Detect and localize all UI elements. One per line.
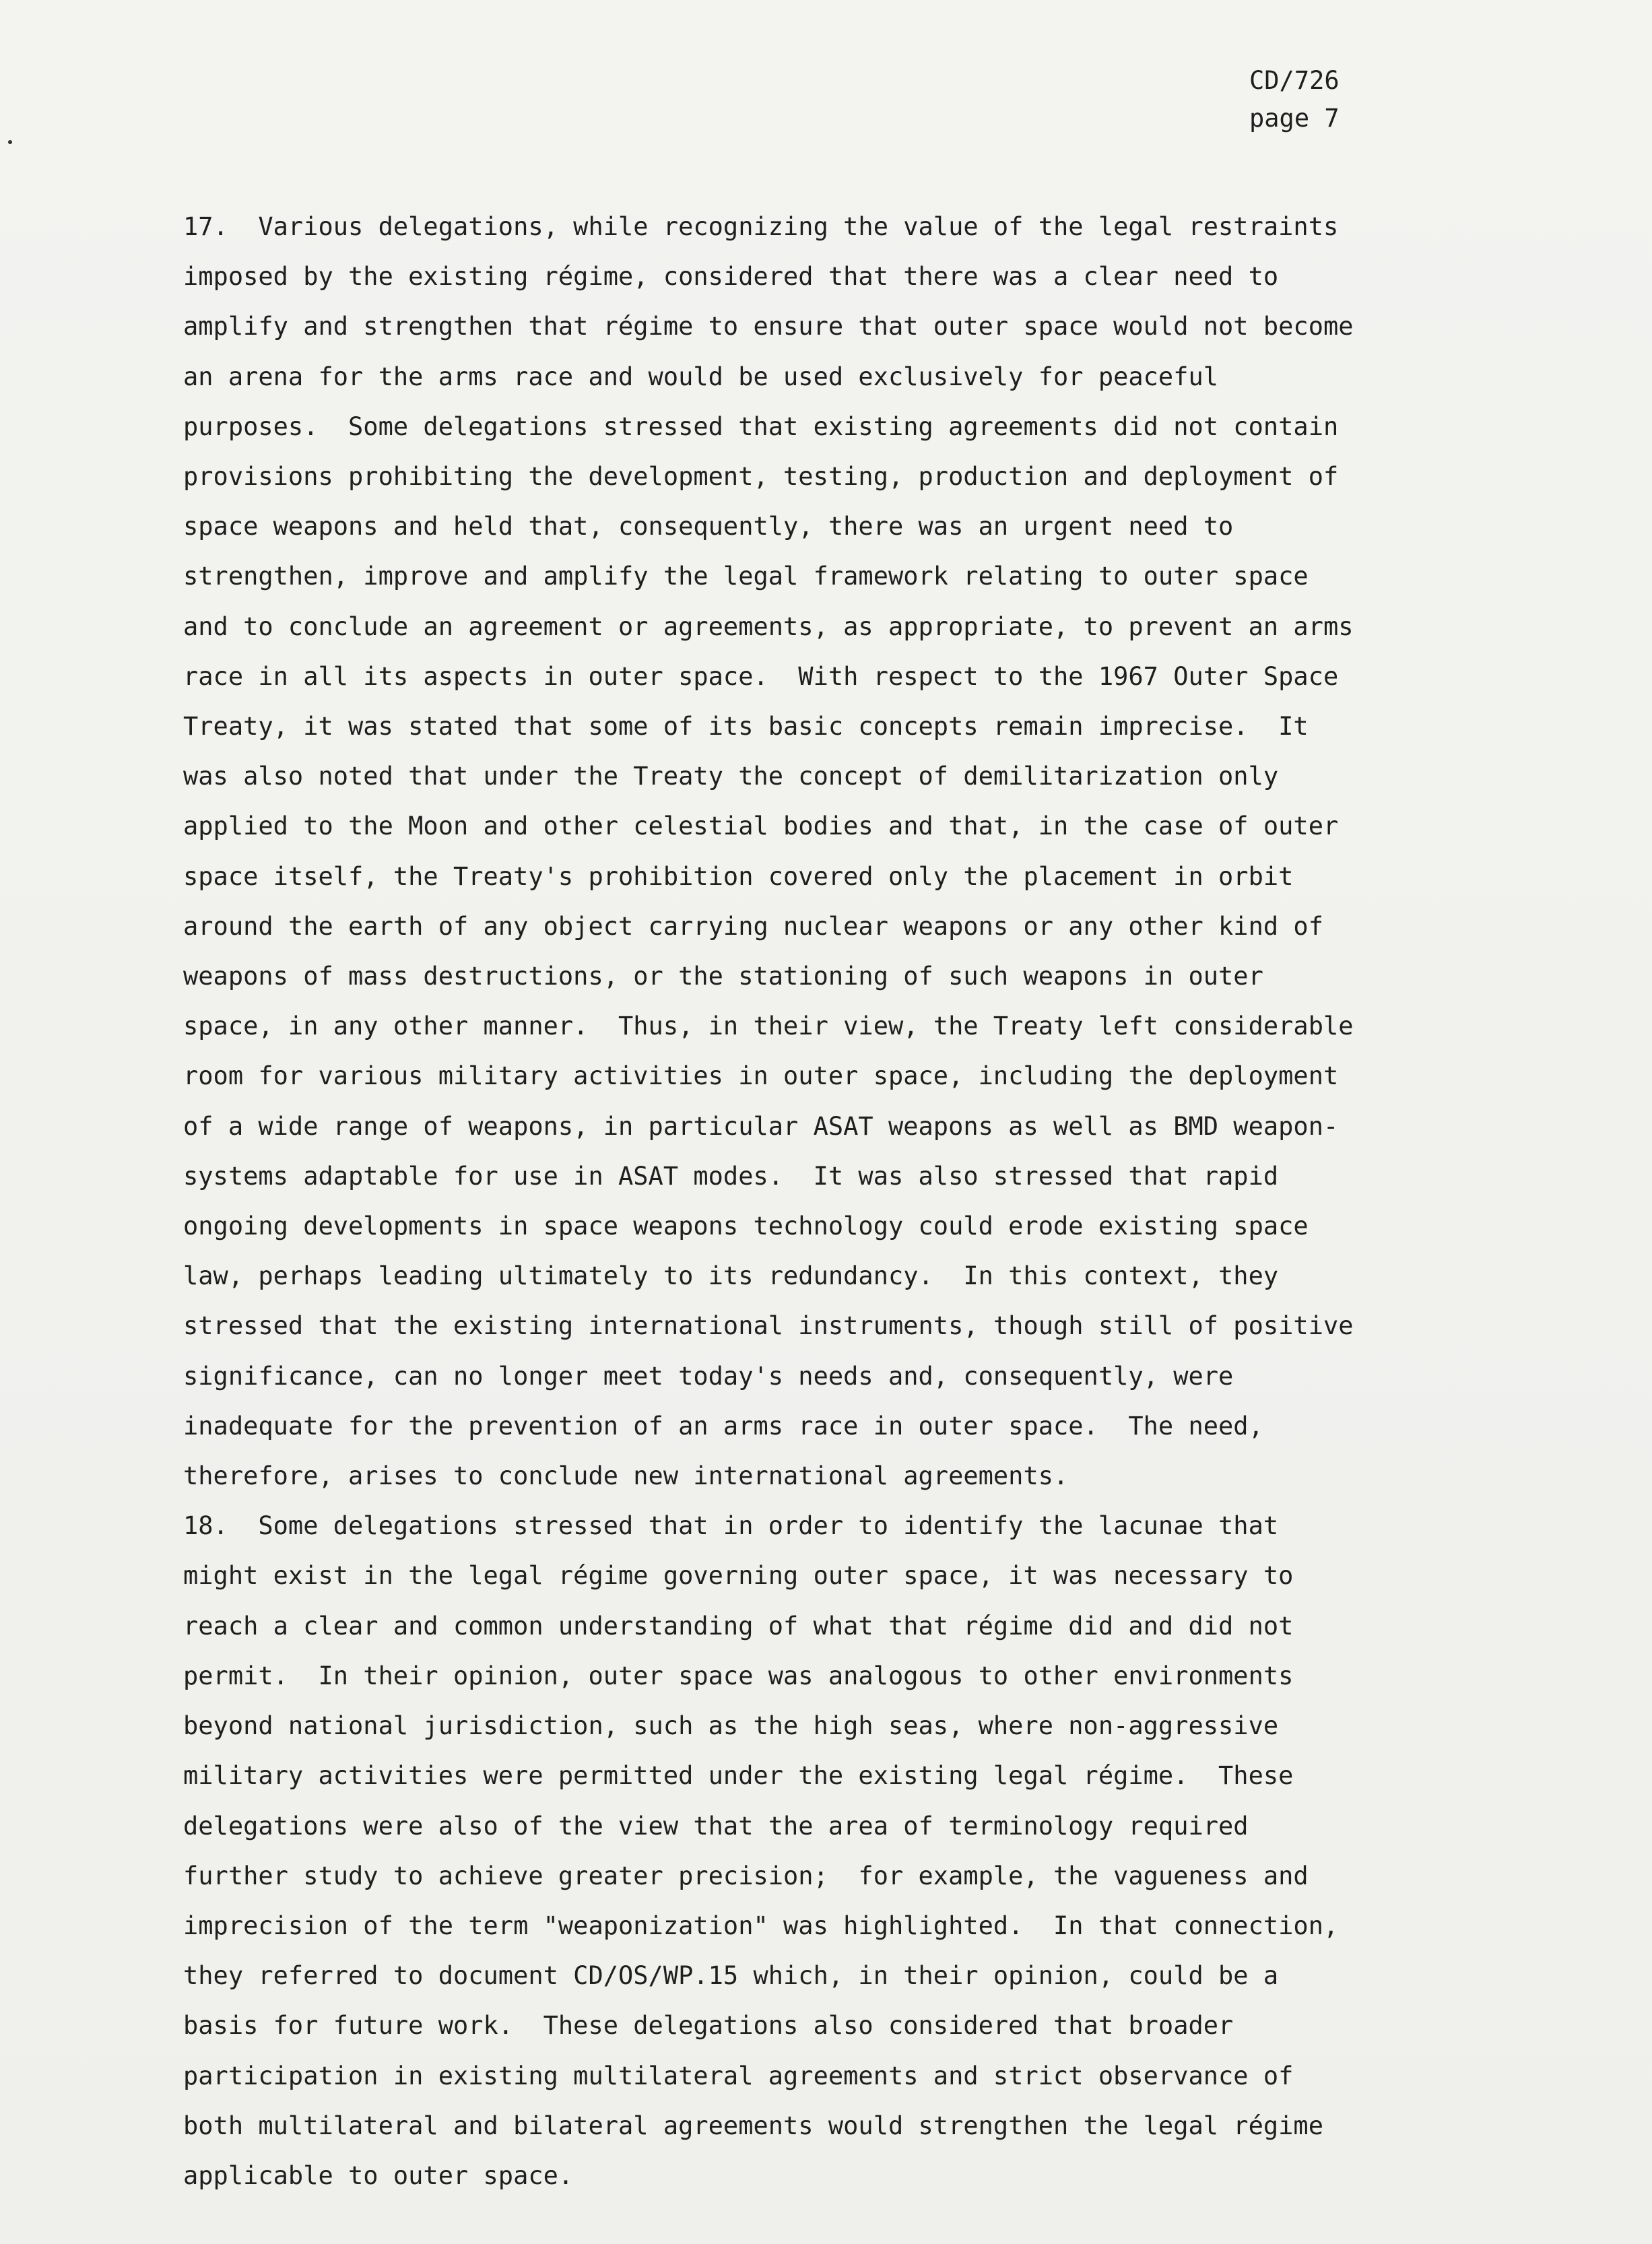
text-line: around the earth of any object carrying nuclear weapons or any other kind of — [183, 911, 1323, 941]
text-line: space weapons and held that, consequently, there was an urgent need to — [183, 512, 1234, 541]
text-line: amplify and strengthen that régime to ensure that outer space would not become — [183, 312, 1354, 341]
text-line: 18. Some delegations stressed that in order to identify the lacunae that — [183, 1511, 1279, 1541]
text-line: and to conclude an agreement or agreements, as appropriate, to prevent an arms — [183, 612, 1354, 641]
text-line: beyond national jurisdiction, such as the high seas, where non-aggressive — [183, 1711, 1279, 1741]
document-symbol: CD/726 — [1249, 66, 1340, 95]
text-line: was also noted that under the Treaty the concept of demilitarization only — [183, 762, 1279, 791]
page-number: page 7 — [1249, 104, 1340, 133]
text-line: ongoing developments in space weapons technology could erode existing space — [183, 1212, 1309, 1241]
text-line: might exist in the legal régime governing outer space, it was necessary to — [183, 1561, 1294, 1591]
text-line: permit. In their opinion, outer space was analogous to other environments — [183, 1661, 1294, 1690]
text-line: further study to achieve greater precision; for example, the vagueness and — [183, 1861, 1309, 1890]
text-line: military activities were permitted under the existing legal régime. These — [183, 1761, 1294, 1791]
text-line: systems adaptable for use in ASAT modes. It was also stressed that rapid — [183, 1161, 1279, 1191]
text-line: stressed that the existing international instruments, though still of positive — [183, 1311, 1354, 1341]
text-line: race in all its aspects in outer space. With respect to the 1967 Outer Space — [183, 661, 1339, 691]
text-line: an arena for the arms race and would be used exclusively for peaceful — [183, 362, 1219, 391]
text-line: 17. Various delegations, while recognizing the value of the legal restraints — [183, 212, 1339, 241]
page-header — [1249, 62, 1340, 137]
text-line: they referred to document CD/OS/WP.15 which, in their opinion, could be a — [183, 1961, 1279, 1991]
text-line: basis for future work. These delegations also considered that broader — [183, 2011, 1234, 2041]
text-line: weapons of mass destructions, or the stationing of such weapons in outer — [183, 962, 1263, 991]
text-line: Treaty, it was stated that some of its basic concepts remain imprecise. It — [183, 712, 1309, 741]
text-line: therefore, arises to conclude new international agreements. — [183, 1461, 1069, 1491]
text-line: inadequate for the prevention of an arms race in outer space. The need, — [183, 1411, 1263, 1441]
document-body — [183, 202, 1530, 2201]
text-line: purposes. Some delegations stressed that existing agreements did not contain — [183, 411, 1339, 441]
text-line: provisions prohibiting the development, testing, production and deployment of — [183, 462, 1339, 492]
text-line: space itself, the Treaty's prohibition covered only the placement in orbit — [183, 861, 1294, 891]
text-line: reach a clear and common understanding of what that régime did and did not — [183, 1611, 1294, 1641]
text-line: imprecision of the term "weaponization" was highlighted. In that connection, — [183, 1911, 1339, 1940]
text-line: space, in any other manner. Thus, in their view, the Treaty left considerable — [183, 1012, 1354, 1041]
text-line: delegations were also of the view that the area of terminology required — [183, 1811, 1249, 1841]
paragraph-17 — [183, 202, 1530, 1501]
text-line: participation in existing multilateral agreements and strict observance of — [183, 2061, 1294, 2090]
text-line: applicable to outer space. — [183, 2160, 574, 2190]
text-line: significance, can no longer meet today's needs and, consequently, were — [183, 1361, 1234, 1391]
text-line: imposed by the existing régime, considered that there was a clear need to — [183, 262, 1279, 292]
text-line: law, perhaps leading ultimately to its redundancy. In this context, they — [183, 1261, 1279, 1291]
paragraph-18 — [183, 1501, 1530, 2201]
text-line: applied to the Moon and other celestial bodies and that, in the case of outer — [183, 812, 1339, 841]
text-line: room for various military activities in outer space, including the deployment — [183, 1061, 1339, 1091]
text-line: of a wide range of weapons, in particular ASAT weapons as well as BMD weapon- — [183, 1111, 1339, 1141]
text-line: both multilateral and bilateral agreements would strengthen the legal régime — [183, 2111, 1323, 2140]
scan-speck — [8, 140, 12, 144]
text-line: strengthen, improve and amplify the legal framework relating to outer space — [183, 562, 1309, 591]
